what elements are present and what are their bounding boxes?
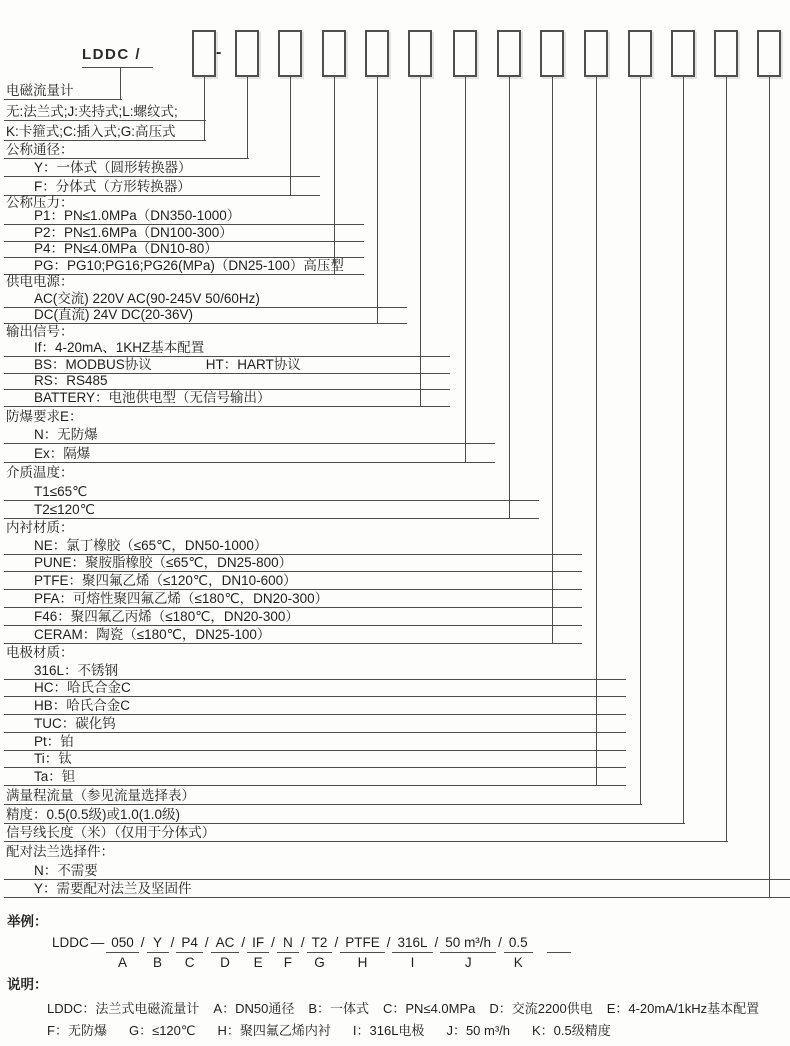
notes-line-1 (47, 998, 759, 1017)
model-prefix: LDDC / (82, 46, 141, 63)
connector-line (509, 77, 510, 518)
segment-letter: G (314, 955, 325, 970)
connector-line (726, 77, 727, 841)
spec-row-t2: T2≤120℃ (4, 501, 539, 519)
spec-header-electrode: 电极材质： (6, 645, 74, 660)
example-segment: PTFE H (340, 934, 385, 971)
code-box-7 (453, 30, 477, 77)
spec-row-t1: T1≤65℃ (4, 483, 539, 501)
code-box-10 (584, 30, 608, 77)
code-box-5 (365, 30, 389, 77)
example-segment: AC D (211, 934, 240, 971)
segment-letter: A (118, 955, 128, 970)
segment-letter: J (464, 955, 472, 970)
spec-header-explosion: 防爆要求E： (6, 409, 83, 424)
spec-header-liner: 内衬材质： (6, 520, 74, 535)
segment-separator: / (140, 935, 145, 950)
note-item: I：316L电极 (352, 1023, 425, 1038)
example-label: 举例： (7, 914, 48, 929)
notes-line-2 (47, 1020, 611, 1039)
note-item: LDDC：法兰式电磁流量计 (47, 1001, 200, 1016)
code-box-4 (322, 30, 346, 77)
spec-row-ex: Ex：隔爆 (4, 445, 495, 463)
spec-header-pressure: 公称压力： (6, 195, 74, 210)
spec-row-p2: P2：PN≤1.6MPa（DN100-300） (4, 224, 364, 242)
spec-row-connection-1: 无:法兰式;J:夹持式;L:螺纹式; (4, 103, 206, 121)
segment-letter: K (513, 955, 523, 970)
spec-row-if: If：4-20mA、1KHZ基本配置 (4, 339, 450, 357)
code-box-8 (497, 30, 521, 77)
spec-row-accuracy: 精度：0.5(0.5级)或1.0(1.0级) (4, 806, 685, 824)
spec-row-battery: BATTERY：电池供电型（无信号输出） (4, 389, 450, 407)
spec-row-f46: F46：聚四氟乙丙烯（≤180℃，DN20-300） (4, 608, 582, 626)
segment-separator: / (170, 935, 175, 950)
spec-row-flange-yes: Y：需要配对法兰及坚固件 (4, 880, 790, 898)
example-trailing-underline (547, 934, 571, 953)
segment-separator: / (204, 935, 209, 950)
note-item: K：0.5级精度 (532, 1023, 611, 1038)
example-segment: Y B (147, 934, 169, 971)
segment-letter: D (220, 955, 230, 970)
note-item: E：4-20mA/1kHz基本配置 (606, 1001, 760, 1016)
code-box-13 (714, 30, 738, 77)
code-dash: - (216, 44, 222, 61)
segment-separator: / (386, 935, 391, 950)
code-box-6 (408, 30, 432, 77)
spec-header-flange: 配对法兰选择件： (6, 844, 114, 859)
spec-header-output: 输出信号： (6, 324, 74, 339)
note-item: G：≤120℃ (128, 1023, 196, 1038)
notes-label: 说明： (7, 977, 48, 992)
segment-letter: F (283, 955, 293, 970)
connector-line (769, 77, 770, 897)
spec-row-tuc: TUC：碳化钨 (4, 715, 626, 733)
connector-line (377, 77, 378, 323)
spec-row-p4: P4：PN≤4.0MPa（DN10-80） (4, 240, 364, 258)
code-box-11 (628, 30, 652, 77)
example-prefix: LDDC (52, 935, 89, 950)
example-segment: T2 G (307, 934, 333, 971)
connector-line (683, 77, 684, 823)
spec-row-p1: P1：PN≤1.0MPa（DN350-1000） (4, 207, 364, 225)
segment-separator: / (498, 935, 502, 950)
code-box-1 (192, 30, 216, 77)
segment-separator: / (434, 935, 439, 950)
segment-letter: I (410, 955, 415, 970)
spec-row-pt: Pt：铂 (4, 733, 626, 751)
segment-separator: / (334, 935, 339, 950)
code-box-14 (757, 30, 781, 77)
spec-row-flowmeter: 电磁流量计 (4, 82, 122, 100)
spec-row-integrated: Y：一体式（圆形转换器） (4, 159, 320, 177)
spec-row-pfa: PFA：可熔性聚四氟乙烯（≤180℃，DN20-300） (4, 590, 582, 608)
spec-row-hb: HB：哈氏合金C (4, 697, 626, 715)
spec-row-ceram: CERAM：陶瓷（≤180℃，DN25-100） (4, 626, 582, 644)
note-item: H：聚四氟乙烯内衬 (217, 1023, 331, 1038)
segment-separator: / (241, 935, 246, 950)
segment-letter: C (184, 955, 195, 970)
spec-row-flange-no: N：不需要 (4, 862, 790, 880)
note-item: D：交流2200供电 (489, 1001, 593, 1016)
segment-letter: E (253, 955, 263, 970)
spec-row-316l: 316L：不锈钢 (4, 662, 626, 680)
example-segment: P4 C (176, 934, 203, 971)
example-model-string (52, 934, 571, 971)
model-prefix-underline (82, 67, 153, 68)
segment-letter: B (153, 955, 163, 970)
connector-line (465, 77, 466, 462)
example-segment: 050 A (106, 934, 139, 971)
spec-row-rs: RS：RS485 (4, 372, 450, 390)
spec-row-dc: DC(直流) 24V DC(20-36V) (4, 306, 407, 324)
note-item: J：50 m³/h (446, 1023, 511, 1038)
spec-row-pune: PUNE：聚胺脂橡胶（≤65℃，DN25-800） (4, 554, 582, 572)
spec-row-ac: AC(交流) 220V AC(90-245V 50/60Hz) (4, 290, 407, 308)
note-item: A：DN50通径 (213, 1001, 295, 1016)
example-segment: N F (277, 934, 299, 971)
spec-header-temperature: 介质温度： (6, 465, 74, 480)
segment-letter: H (357, 955, 368, 970)
spec-row-hc: HC：哈氏合金C (4, 679, 626, 697)
spec-row-ta: Ta：钽 (4, 768, 626, 786)
spec-row-ne: NE：氯丁橡胶（≤65℃，DN50-1000） (4, 537, 582, 555)
spec-row-diameter: 公称通径： (4, 141, 249, 159)
spec-header-power: 供电电源： (6, 274, 74, 289)
segment-separator: / (271, 935, 275, 950)
segment-separator: / (300, 935, 305, 950)
example-segment: 0.5 K (504, 934, 533, 971)
spec-row-bs-ht: BS：MODBUS协议 HT：HART协议 (4, 356, 450, 374)
spec-row-cable-length: 信号线长度（米）（仅用于分体式） (4, 824, 728, 842)
example-segment: IF E (247, 934, 269, 971)
note-item: B：一体式 (308, 1001, 369, 1016)
example-segment: 316L I (392, 934, 432, 971)
code-box-9 (540, 30, 564, 77)
spec-row-flow-range: 满量程流量（参见流量选择表） (4, 787, 642, 805)
spec-row-pg: PG：PG10;PG16;PG26(MPa)（DN25-100）高压型 (4, 257, 364, 275)
example-dash: — (90, 935, 105, 950)
spec-row-ti: Ti：钛 (4, 750, 626, 768)
note-item: C：PN≤4.0MPa (383, 1001, 476, 1016)
connector-line (640, 77, 641, 804)
code-box-12 (671, 30, 695, 77)
note-item: F：无防爆 (47, 1023, 107, 1038)
spec-row-connection-2: K:卡箍式;C:插入式;G:高压式 (4, 123, 206, 141)
code-box-3 (278, 30, 302, 77)
spec-row-no-explosion: N：无防爆 (4, 426, 495, 444)
code-box-2 (235, 30, 259, 77)
example-segment: 50 m³/h J (440, 934, 496, 971)
spec-row-remote: F：分体式（方形转换器） (4, 178, 320, 196)
spec-row-ptfe: PTFE：聚四氟乙烯（≤120℃，DN10-600） (4, 572, 582, 590)
